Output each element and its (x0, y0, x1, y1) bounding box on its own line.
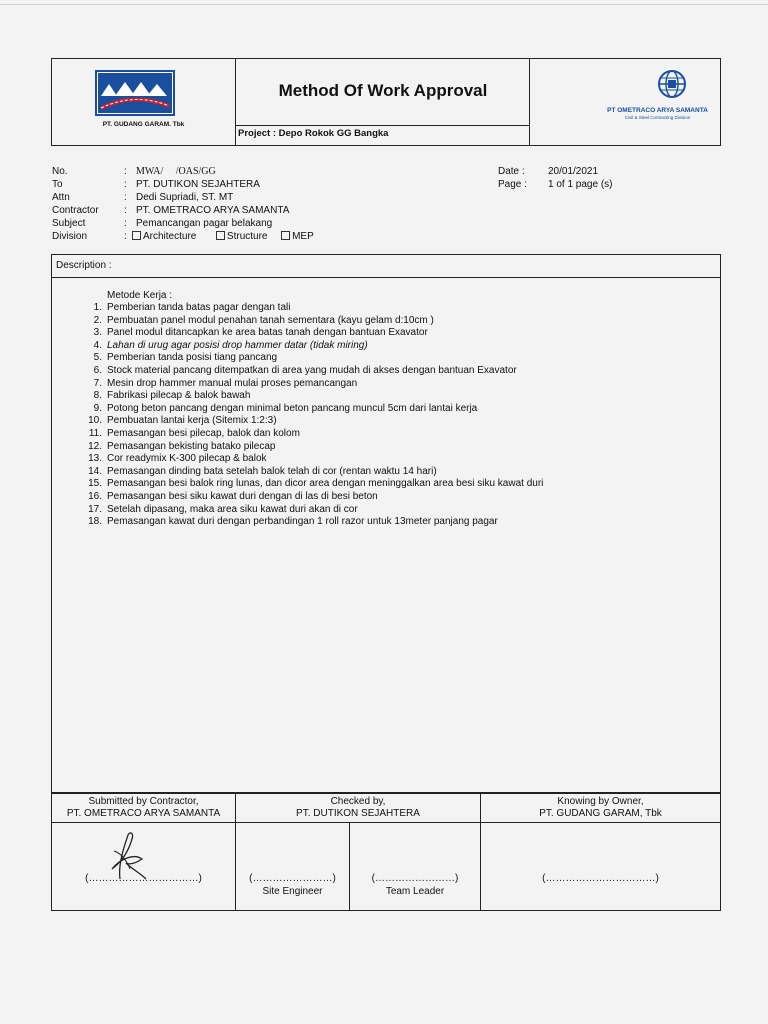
scan-edge-line (0, 4, 768, 5)
step-number: 6. (93, 364, 102, 376)
step-number: 17. (88, 503, 102, 515)
step-text: Stock material pancang ditempatkan di area yang mudah di akses dengan bantuan Exavator (107, 364, 517, 376)
description-box (51, 254, 721, 794)
attn-label: Attn (52, 192, 70, 203)
owner-signature-blank: (……………………………) (542, 873, 659, 884)
step-number: 18. (88, 516, 102, 528)
step-number: 1. (93, 302, 102, 313)
colon: : (124, 179, 127, 190)
to-value: PT. DUTIKON SEJAHTERA (136, 179, 260, 190)
step-number: 2. (93, 314, 102, 326)
step-text: Pemasangan dinding bata setelah balok telah di cor (rentan waktu 14 hari) (107, 465, 437, 477)
subject-value: Pemancangan pagar belakang (136, 218, 273, 229)
right-company-subtitle: Civil & Steel Contracting Division (624, 115, 691, 120)
step-number: 8. (93, 390, 102, 402)
no-value: MWA/ /OAS/GG (136, 166, 216, 177)
site-engineer-blank: (……………………) (249, 873, 336, 884)
description-divider (52, 277, 720, 278)
document-title: Method Of Work Approval (278, 81, 488, 100)
knowing-company: PT. GUDANG GARAM, Tbk (539, 808, 662, 819)
left-company-name: PT. GUDANG GARAM. Tbk (102, 121, 185, 128)
ometraco-logo-cell (529, 59, 721, 145)
checked-label: Checked by, (330, 796, 386, 807)
gudang-garam-logo-icon (95, 70, 175, 116)
subject-label: Subject (52, 218, 86, 229)
step-text: Pemberian tanda batas pagar dengan tali (107, 302, 291, 313)
step-number: 13. (88, 453, 102, 465)
date-label: Date : (498, 166, 525, 177)
step-number: 10. (88, 415, 102, 427)
submitted-label: Submitted by Contractor, (88, 796, 199, 807)
step-number: 16. (88, 490, 102, 502)
step-text: Pemasangan kawat duri dengan perbandingan 1 roll razor untuk 13meter panjang pagar (107, 516, 498, 528)
architecture-checkbox[interactable] (132, 231, 141, 240)
step-text: Potong beton pancang dengan minimal beton pancang muncul 5cm dari lantai kerja (107, 402, 478, 414)
contractor-value: PT. OMETRACO ARYA SAMANTA (136, 205, 290, 216)
colon: : (124, 218, 127, 229)
to-label: To (52, 179, 63, 190)
step-text: Setelah dipasang, maka area siku kawat duri akan di cor (107, 503, 358, 515)
signature-header-divider (52, 822, 720, 823)
step-text: Fabrikasi pilecap & balok bawah (107, 390, 251, 402)
step-text: Pemasangan besi siku kawat duri dengan di las di besi beton (107, 490, 378, 502)
colon: : (124, 231, 127, 242)
description-label: Description : (56, 260, 112, 271)
step-number: 7. (93, 377, 102, 389)
team-leader-blank: (……………………) (371, 873, 459, 884)
method-title: Metode Kerja : (107, 290, 173, 301)
step-text: Pembuatan lantai kerja (Sitemix 1:2:3) (107, 415, 277, 427)
mep-checkbox[interactable] (281, 231, 290, 240)
division-options (130, 230, 314, 243)
right-company-name: PT OMETRACO ARYA SAMANTA (607, 107, 708, 114)
knowing-label: Knowing by Owner, (557, 796, 644, 807)
page-value: 1 of 1 page (s) (548, 179, 613, 190)
contractor-label: Contractor (52, 205, 99, 216)
checked-company: PT. DUTIKON SEJAHTERA (296, 808, 420, 819)
step-text: Pemberian tanda posisi tiang pancang (107, 352, 278, 364)
step-text: Pemasangan besi balok ring lunas, dan dicor area dengan meninggalkan area besi siku kawat duri (107, 478, 544, 490)
step-number: 9. (93, 402, 102, 414)
team-leader-label: Team Leader (385, 886, 445, 897)
step-number: 12. (88, 440, 102, 452)
step-number: 11. (88, 427, 102, 439)
document-header (51, 58, 721, 146)
step-text: Pemasangan besi pilecap, balok dan kolom (107, 427, 300, 439)
site-engineer-label: Site Engineer (262, 886, 323, 897)
attn-value: Dedi Supriadi, ST. MT (136, 192, 234, 203)
structure-option-label: Structure (226, 231, 268, 242)
ometraco-globe-icon (657, 69, 687, 99)
step-number: 3. (93, 327, 102, 339)
architecture-option-label: Architecture (143, 231, 197, 242)
page-label: Page : (498, 179, 527, 190)
step-text: Panel modul ditancapkan ke area batas tanah dengan bantuan Exavator (107, 327, 428, 339)
contractor-signature-blank: (……………………………) (85, 873, 202, 884)
step-text: Mesin drop hammer manual mulai proses pemancangan (107, 377, 358, 389)
colon: : (124, 166, 127, 177)
step-text: Cor readymix K-300 pilecap & balok (107, 453, 267, 465)
step-number: 5. (93, 352, 102, 364)
submitted-company: PT. OMETRACO ARYA SAMANTA (66, 808, 221, 819)
step-number: 4. (93, 339, 102, 351)
date-value: 20/01/2021 (548, 166, 599, 177)
step-number: 14. (88, 465, 102, 477)
step-text: Lahan di urug agar posisi drop hammer datar (tidak miring) (107, 339, 368, 351)
project-name: Project : Depo Rokok GG Bangka (238, 128, 389, 139)
project-divider (235, 125, 529, 126)
structure-checkbox[interactable] (216, 231, 225, 240)
mep-option-label: MEP (292, 231, 314, 242)
signature-table (51, 792, 721, 911)
step-text: Pemasangan bekisting batako pilecap (107, 440, 276, 452)
step-text: Pembuatan panel modul penahan tanah sementara (kayu gelam d:10cm ) (107, 314, 434, 326)
colon: : (124, 205, 127, 216)
gudang-garam-logo-cell (52, 59, 236, 145)
step-number: 15. (88, 478, 102, 490)
colon: : (124, 192, 127, 203)
division-label: Division (52, 231, 88, 242)
no-label: No. (52, 166, 68, 177)
